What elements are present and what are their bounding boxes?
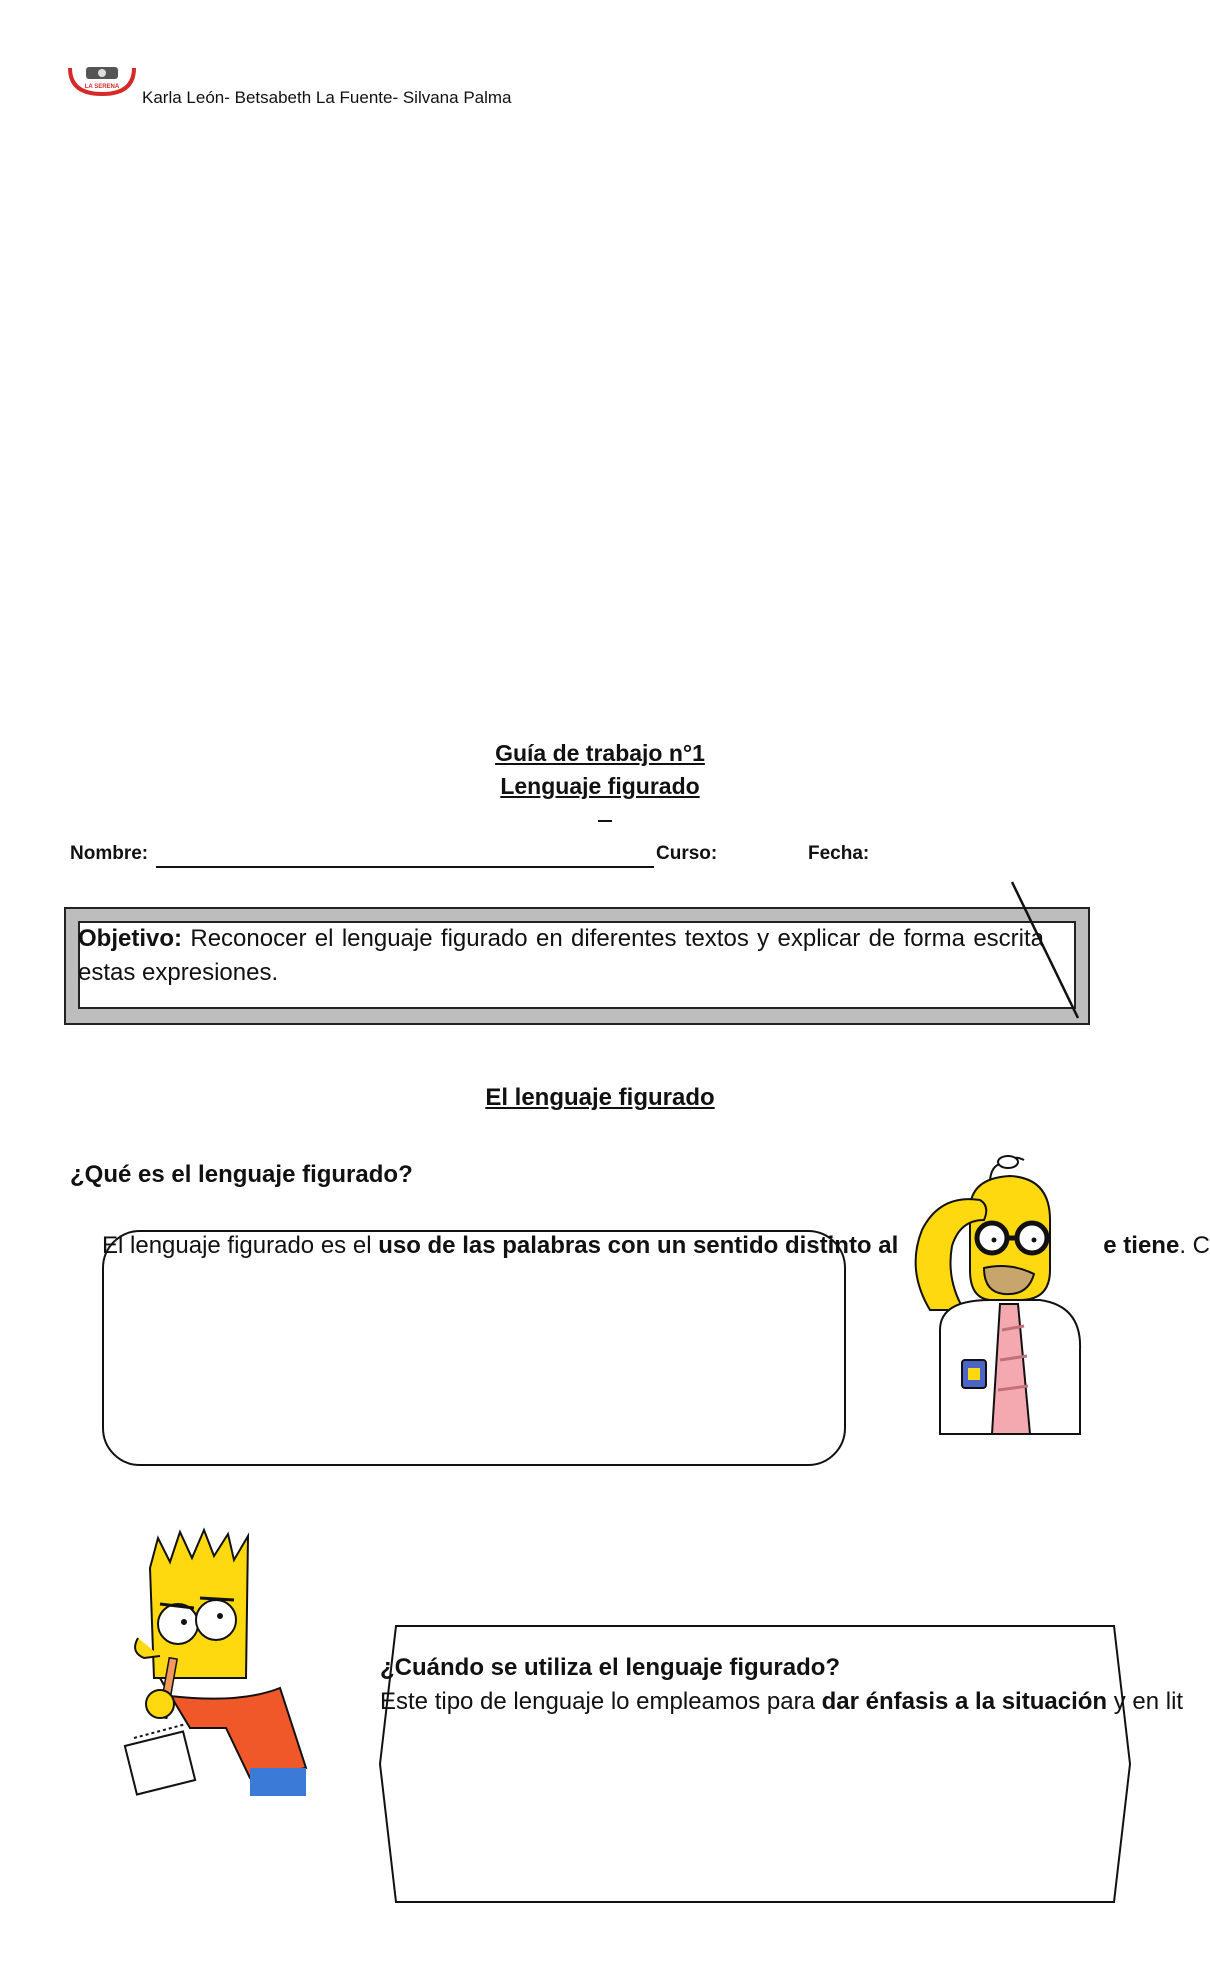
section-title: El lenguaje figurado	[485, 1084, 715, 1111]
nombre-label: Nombre:	[70, 843, 149, 864]
definition-bold: uso de las palabras con un sentido distinto al	[378, 1232, 899, 1259]
objective-body: Reconocer el lenguaje figurado en diferentes textos y explicar de forma escrita estas expresiones.	[78, 925, 1045, 986]
usage-start: Este tipo de lenguaje lo empleamos para	[380, 1688, 822, 1715]
objective-label: Objetivo:	[78, 925, 183, 952]
nombre-field[interactable]	[156, 866, 654, 868]
definition-tail-bold: e tiene	[1103, 1232, 1180, 1259]
underscore-mark	[598, 820, 612, 822]
authors: Karla León- Betsabeth La Fuente- Silvana Palma	[142, 88, 512, 107]
usage-bold: dar énfasis a la situación	[821, 1688, 1108, 1715]
answer-box-1[interactable]	[102, 1230, 846, 1466]
logo-text: LA SERENA	[84, 84, 120, 90]
bart-illustration	[130, 1528, 308, 1796]
question-1: ¿Qué es el lenguaje figurado?	[70, 1161, 413, 1188]
diagonal-line	[1010, 880, 1080, 1020]
objective-text	[78, 922, 1044, 990]
definition-tail: . C	[1179, 1232, 1210, 1259]
school-logo	[66, 64, 138, 98]
curso-label: Curso:	[656, 843, 718, 864]
fecha-label: Fecha:	[808, 843, 870, 864]
guide-subtitle: Lenguaje figurado	[500, 773, 700, 799]
question-2: ¿Cuándo se utiliza el lenguaje figurado?	[380, 1654, 841, 1681]
guide-title: Guía de trabajo n°1	[495, 740, 705, 766]
usage-tail: y en lit	[1107, 1688, 1184, 1715]
definition-start: El lenguaje figurado es el	[102, 1232, 379, 1259]
homer-illustration	[900, 1150, 1090, 1434]
usage-text	[380, 1688, 1183, 1716]
